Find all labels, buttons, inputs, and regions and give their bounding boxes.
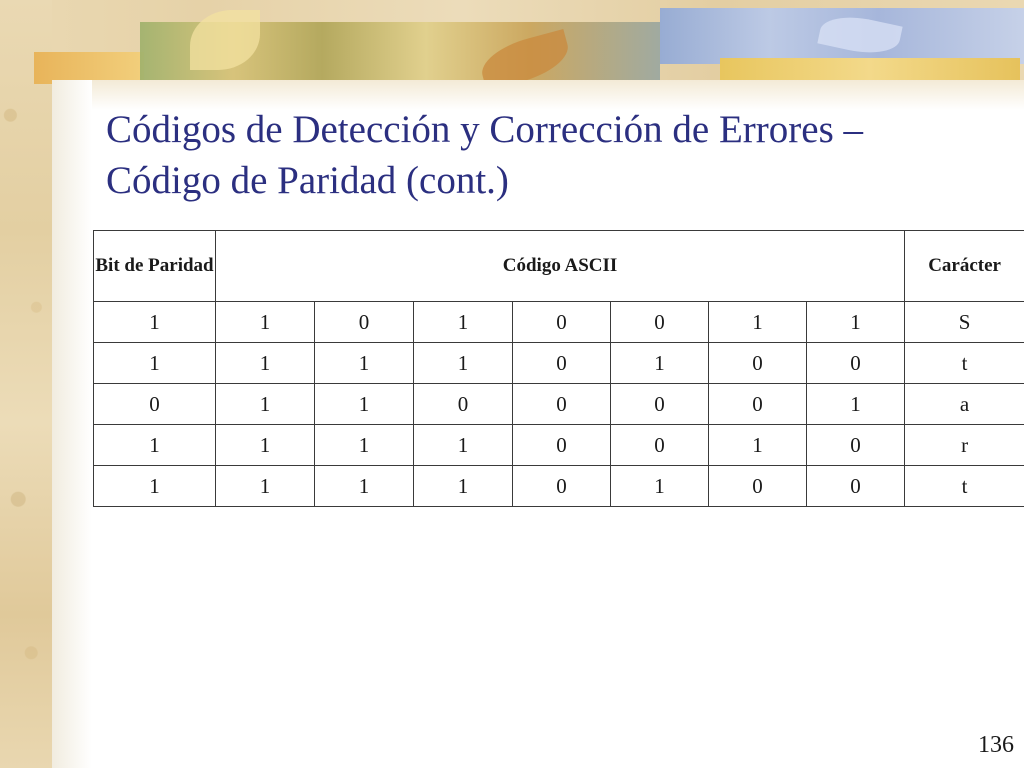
- character-cell: t: [905, 466, 1024, 507]
- ascii-bit-cell: 0: [709, 466, 807, 507]
- slide-title: [106, 104, 1006, 206]
- parity-table: [93, 230, 1024, 507]
- ascii-bit-cell: 0: [611, 302, 709, 343]
- table-header-row: [94, 231, 1024, 302]
- ascii-bit-cell: 0: [611, 384, 709, 425]
- ascii-bit-cell: 1: [315, 384, 414, 425]
- ascii-bit-cell: 0: [807, 343, 905, 384]
- character-cell: a: [905, 384, 1024, 425]
- ascii-bit-cell: 1: [216, 302, 315, 343]
- ascii-bit-cell: 0: [807, 425, 905, 466]
- ascii-bit-cell: 1: [315, 425, 414, 466]
- ascii-bit-cell: 1: [414, 302, 513, 343]
- parity-cell: 1: [94, 425, 216, 466]
- character-cell: S: [905, 302, 1024, 343]
- ascii-bit-cell: 1: [709, 425, 807, 466]
- table-row: [94, 302, 1024, 343]
- ascii-bit-cell: 1: [611, 343, 709, 384]
- table-row: [94, 425, 1024, 466]
- left-decorative-strip: [0, 0, 52, 768]
- ascii-bit-cell: 1: [216, 466, 315, 507]
- ascii-bit-cell: 0: [709, 384, 807, 425]
- slide-title-line-2: Código de Paridad (cont.): [106, 159, 509, 202]
- character-cell: r: [905, 425, 1024, 466]
- gold-banner-band-right: [720, 58, 1020, 82]
- ascii-bit-cell: 0: [807, 466, 905, 507]
- ascii-bit-cell: 0: [611, 425, 709, 466]
- ascii-bit-cell: 0: [315, 302, 414, 343]
- ascii-bit-cell: 0: [513, 384, 611, 425]
- parity-cell: 1: [94, 302, 216, 343]
- ascii-bit-cell: 0: [709, 343, 807, 384]
- table-row: [94, 343, 1024, 384]
- header-ascii-code: Código ASCII: [216, 231, 905, 302]
- ascii-bit-cell: 1: [807, 302, 905, 343]
- parity-cell: 0: [94, 384, 216, 425]
- header-character: Carácter: [905, 231, 1024, 302]
- page-number: 136: [978, 732, 1014, 758]
- ascii-bit-cell: 0: [414, 384, 513, 425]
- ascii-bit-cell: 0: [513, 466, 611, 507]
- ascii-bit-cell: 1: [807, 384, 905, 425]
- ascii-bit-cell: 1: [709, 302, 807, 343]
- left-fade: [52, 80, 92, 768]
- ascii-bit-cell: 1: [611, 466, 709, 507]
- ascii-bit-cell: 1: [216, 343, 315, 384]
- character-cell: t: [905, 343, 1024, 384]
- table-row: [94, 384, 1024, 425]
- ascii-bit-cell: 1: [414, 343, 513, 384]
- ascii-bit-cell: 1: [216, 384, 315, 425]
- slide-title-line-1: Códigos de Detección y Corrección de Errores –: [106, 108, 863, 151]
- ascii-bit-cell: 0: [513, 343, 611, 384]
- parity-cell: 1: [94, 466, 216, 507]
- ascii-bit-cell: 1: [216, 425, 315, 466]
- ascii-bit-cell: 1: [315, 343, 414, 384]
- ascii-bit-cell: 1: [414, 425, 513, 466]
- ascii-bit-cell: 1: [414, 466, 513, 507]
- ascii-bit-cell: 0: [513, 425, 611, 466]
- header-parity-bit: Bit de Paridad: [94, 231, 216, 302]
- ascii-bit-cell: 1: [315, 466, 414, 507]
- parity-cell: 1: [94, 343, 216, 384]
- table-row: [94, 466, 1024, 507]
- ascii-bit-cell: 0: [513, 302, 611, 343]
